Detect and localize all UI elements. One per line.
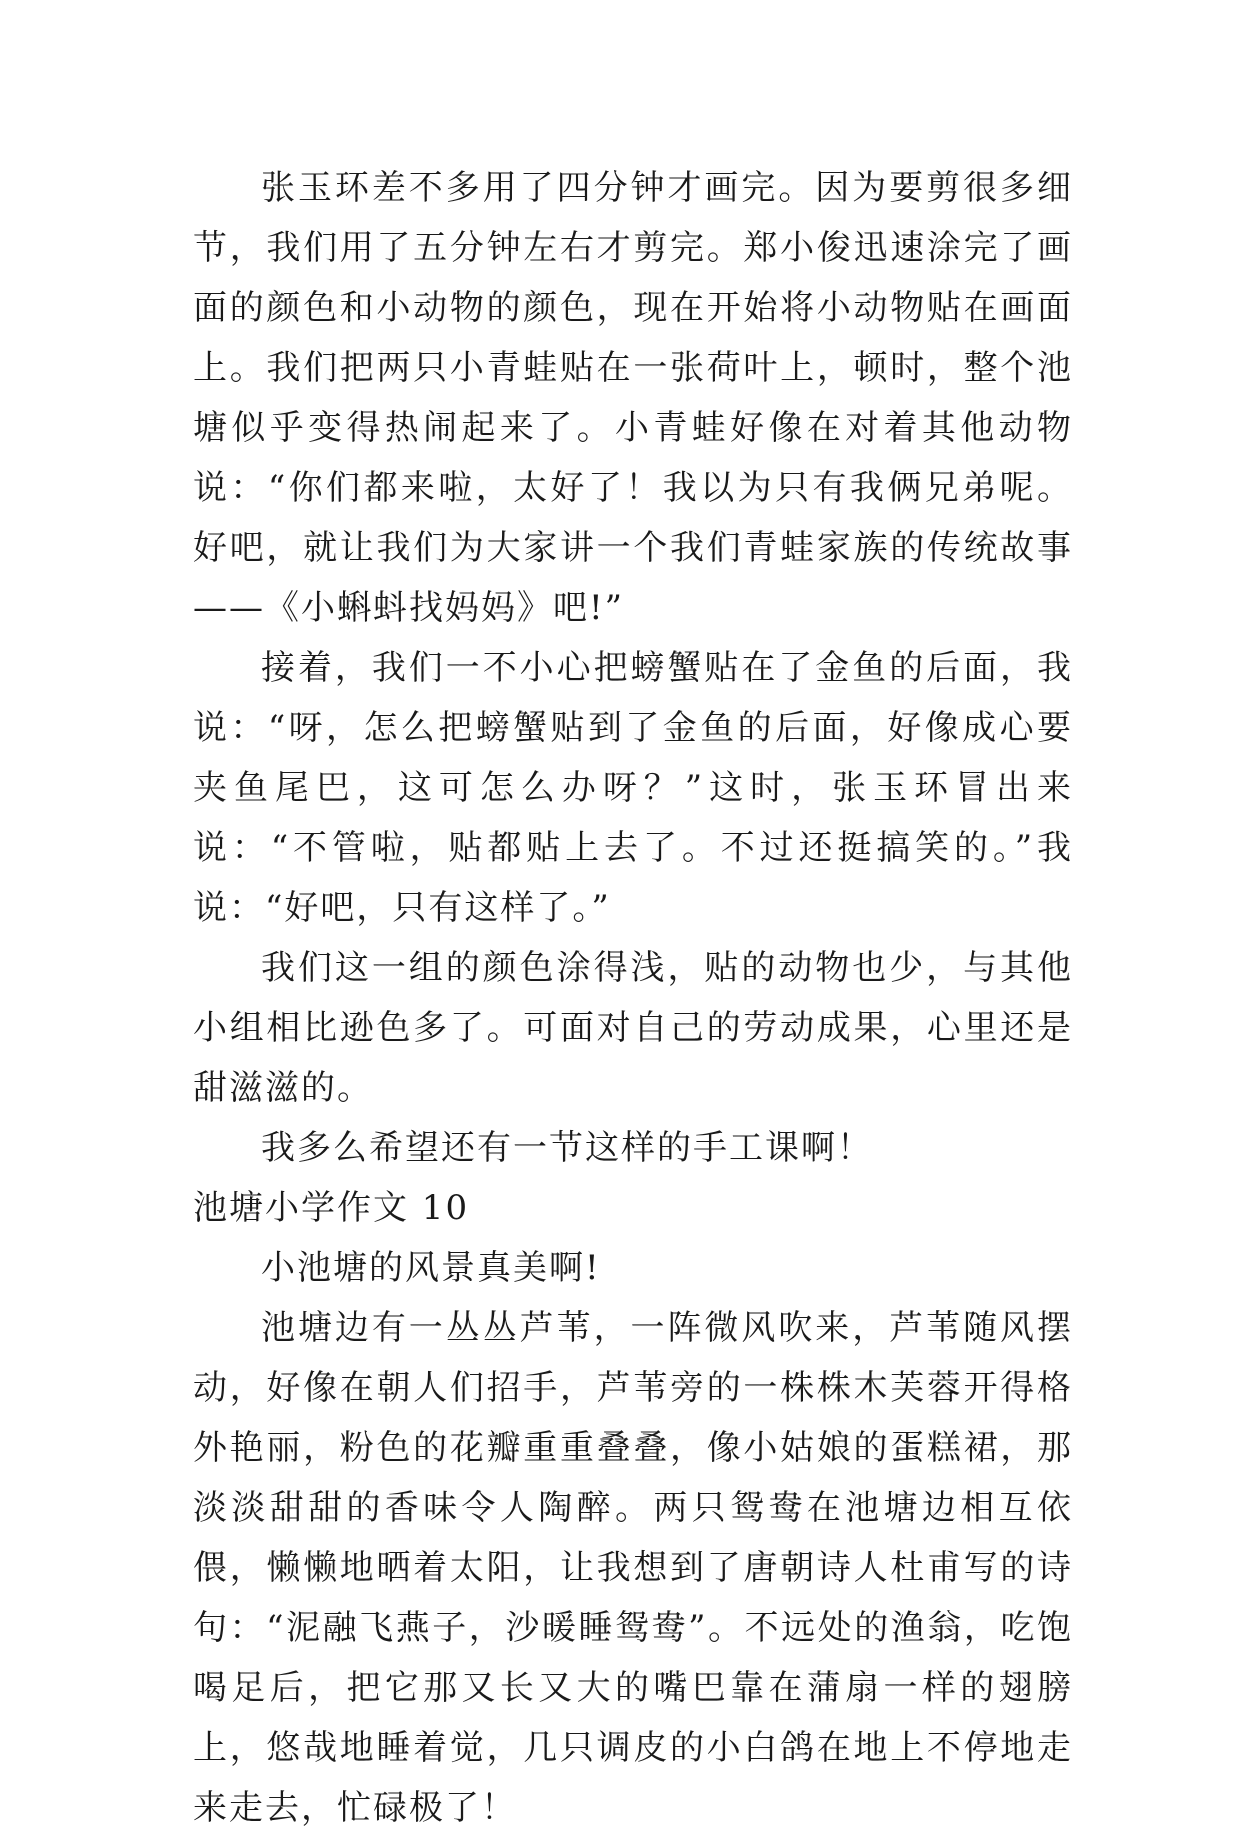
paragraph: 接着，我们一不小心把螃蟹贴在了金鱼的后面，我说：“呀，怎么把螃蟹贴到了金鱼的后面，好像成心要夹鱼尾巴，这可怎么办呀？”这时，张玉环冒出来说：“不管啦，贴都贴上去了。不过还挺搞笑的。”我说：“好吧，只有这样了。” [193, 648, 1073, 928]
paragraph: 池塘边有一丛丛芦苇，一阵微风吹来，芦苇随风摆动，好像在朝人们招手，芦苇旁的一株株木芙蓉开得格外艳丽，粉色的花瓣重重叠叠，像小姑娘的蛋糕裙，那淡淡甜甜的香味令人陶醉。两只鸳鸯在池塘边相互依偎，懒懒地晒着太阳，让我想到了唐朝诗人杜甫写的诗句：“泥融飞燕子，沙暖睡鸳鸯”。不远处的渔翁，吃饱喝足后，把它那又长又大的嘴巴靠在蒲扇一样的翅膀上，悠哉地睡着觉，几只调皮的小白鸽在地上不停地走来走去，忙碌极了！ [193, 1308, 1073, 1828]
paragraph: 我多么希望还有一节这样的手工课啊！ [261, 1128, 873, 1168]
section-heading: 池塘小学作文 10 [193, 1188, 470, 1228]
paragraph: 张玉环差不多用了四分钟才画完。因为要剪很多细节，我们用了五分钟左右才剪完。郑小俊迅速涂完了画面的颜色和小动物的颜色，现在开始将小动物贴在画面上。我们把两只小青蛙贴在一张荷叶上，顿时，整个池塘似乎变得热闹起来了。小青蛙好像在对着其他动物说：“你们都来啦，太好了！我以为只有我俩兄弟呢。好吧，就让我们为大家讲一个我们青蛙家族的传统故事——《小蝌蚪找妈妈》吧!” [193, 168, 1073, 628]
document-body [193, 158, 1073, 1838]
paragraph: 我们这一组的颜色涂得浅，贴的动物也少，与其他小组相比逊色多了。可面对自己的劳动成果，心里还是甜滋滋的。 [193, 948, 1073, 1108]
paragraph: 小池塘的风景真美啊! [261, 1248, 601, 1288]
